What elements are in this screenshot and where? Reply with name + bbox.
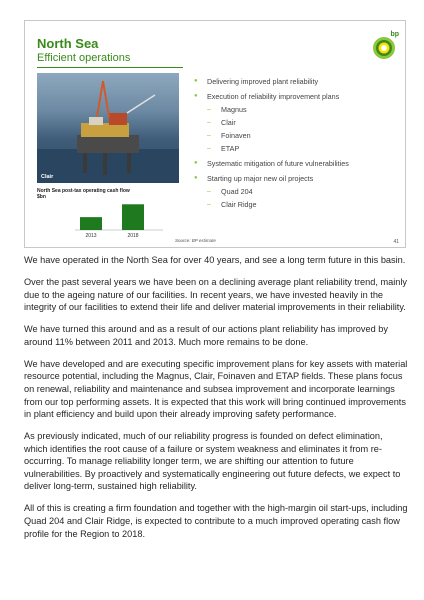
sub-bullet-item: – Clair Ridge [193, 200, 393, 209]
sub-bullet-item: – Foinaven [193, 131, 393, 140]
title-divider [37, 67, 183, 68]
slide-title: North Sea [37, 36, 99, 51]
body-paragraph: As previously indicated, much of our reliability progress is founded on defect elimination, which identifies the root cause of a failure or system weakness and eliminates it from re-occurring. To manage reliability longer term, we are shifting our attention to future vulnerabilities. By proactively and systematically engineering out future defects, we expect to deliver long-term, sustained high reliability. [24, 431, 401, 492]
slide-subtitle: Efficient operations [37, 52, 131, 64]
bar-2018 [122, 204, 144, 230]
page-number: 41 [393, 239, 399, 245]
chart-title [37, 188, 187, 200]
chart-unit-label: $bn [37, 194, 46, 200]
sub-bullet-item: – Clair [193, 118, 393, 127]
bar-2013 [80, 217, 102, 230]
bullet-item: ● Execution of reliability improvement plans [193, 92, 393, 101]
bullet-list [193, 71, 393, 209]
x-tick-label: 2018 [127, 233, 139, 239]
oil-platform-photo [37, 73, 179, 183]
bullet-item: ● Delivering improved plant reliability [193, 77, 393, 86]
body-paragraph: All of this is creating a firm foundation and together with the high-margin oil start-ups, including Quad 204 and Clair Ridge, is expected to contribute to a much improved operating cash flow profile for the Region to 2018. [24, 503, 408, 539]
body-paragraph: We have developed and are executing specific improvement plans for key assets with material resource potential, including the Magnus, Clair, Foinaven and ETAP fields. These plans focus on renewal, reliability and maintenance and subsea improvement and incorporate learnings from our top performing assets. It is expected that this work will bring continued improvements in plant efficiency and build upon their already improving safety performance. [24, 358, 408, 420]
body-paragraph: Over the past several years we have been on a declining average plant reliability trend, mainly due to the ageing nature of our facilities. In recent years, we have invested heavily in the integrity of our facilities to extend their life and deliver material improvements in their reliability. [24, 276, 408, 313]
photo-caption: Clair [41, 174, 54, 180]
source-note: Source: BP estimate [175, 238, 216, 243]
logo-text: bp [390, 31, 399, 38]
sub-bullet-item: – Magnus [193, 105, 393, 114]
sub-bullet-item: – ETAP [193, 144, 393, 153]
bullet-item: ● Starting up major new oil projects [193, 174, 393, 183]
chart-title-line: North Sea post-tax operating cash flow [37, 188, 130, 194]
cash-flow-bar-chart [37, 201, 167, 241]
x-tick-label: 2013 [85, 233, 97, 239]
body-text [24, 254, 408, 550]
presentation-slide [24, 20, 406, 248]
platform-illustration [37, 73, 179, 183]
body-paragraph: We have operated in the North Sea for over 40 years, and see a long term future in this basin. [24, 255, 406, 265]
body-paragraph: We have turned this around and as a result of our actions plant reliability has improved by around 11% between 2011 and 2013. Much more remains to be done. [24, 324, 388, 347]
sub-bullet-item: – Quad 204 [193, 187, 393, 196]
bullet-item: ● Systematic mitigation of future vulnerabilities [193, 159, 393, 168]
